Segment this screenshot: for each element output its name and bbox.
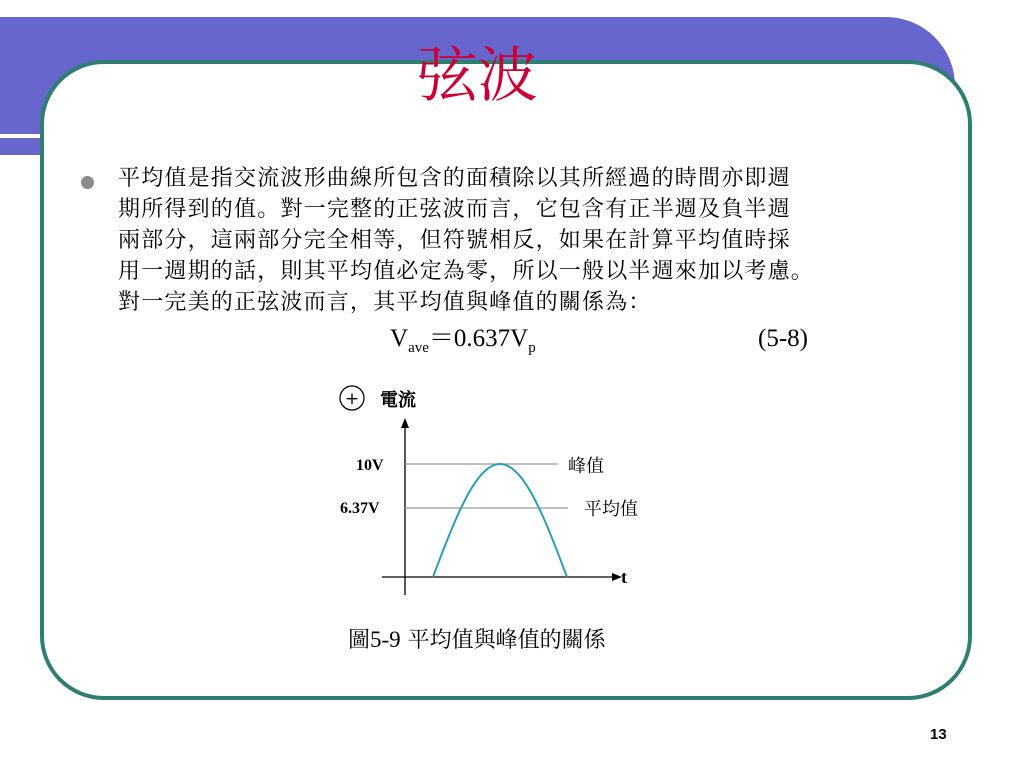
caption-text: 平均值與峰值的關係 (400, 628, 606, 653)
caption-number: 5-9 (370, 627, 401, 652)
page-number: 13 (930, 726, 947, 743)
y-axis-arrow-icon (401, 418, 409, 428)
formula (390, 322, 536, 365)
formula-lhs: V (390, 325, 409, 352)
caption-prefix: 圖 (348, 628, 371, 653)
formula-equals: ＝0.637V (428, 325, 529, 352)
bullet-line: 期所得到的值。對一完整的正弦波而言，它包含有正半週及負半週 (118, 197, 791, 222)
bullet-line: 對一完美的正弦波而言，其平均值與峰值的關係為： (118, 290, 652, 315)
bullet-line: 平均值是指交流波形曲線所包含的面積除以其所經過的時間亦即週 (118, 166, 791, 191)
bullet-icon (81, 176, 94, 189)
average-value-label: 6.37V (340, 500, 380, 517)
average-label: 平均值 (584, 499, 638, 520)
equation-number: (5-8) (758, 325, 808, 352)
bullet-paragraph (118, 163, 978, 318)
y-axis-label: 電流 (380, 390, 416, 411)
formula-lhs-subscript: ave (408, 340, 429, 356)
bullet-line: 兩部分，這兩部分完全相等，但符號相反，如果在計算平均值時採 (118, 228, 791, 253)
formula-rhs-subscript: p (528, 340, 536, 356)
peak-label: 峰值 (568, 456, 604, 477)
figure-caption (348, 625, 606, 656)
sine-average-figure (330, 380, 670, 610)
peak-value-label: 10V (356, 457, 384, 474)
half-sine-curve (433, 464, 567, 577)
slide-title: 弦波 (417, 41, 538, 111)
plus-symbol: + (344, 389, 360, 409)
bullet-line: 用一週期的話，則其平均值必定為零，所以一般以半週來加以考慮。 (118, 259, 815, 284)
x-axis-label: t (621, 567, 627, 587)
